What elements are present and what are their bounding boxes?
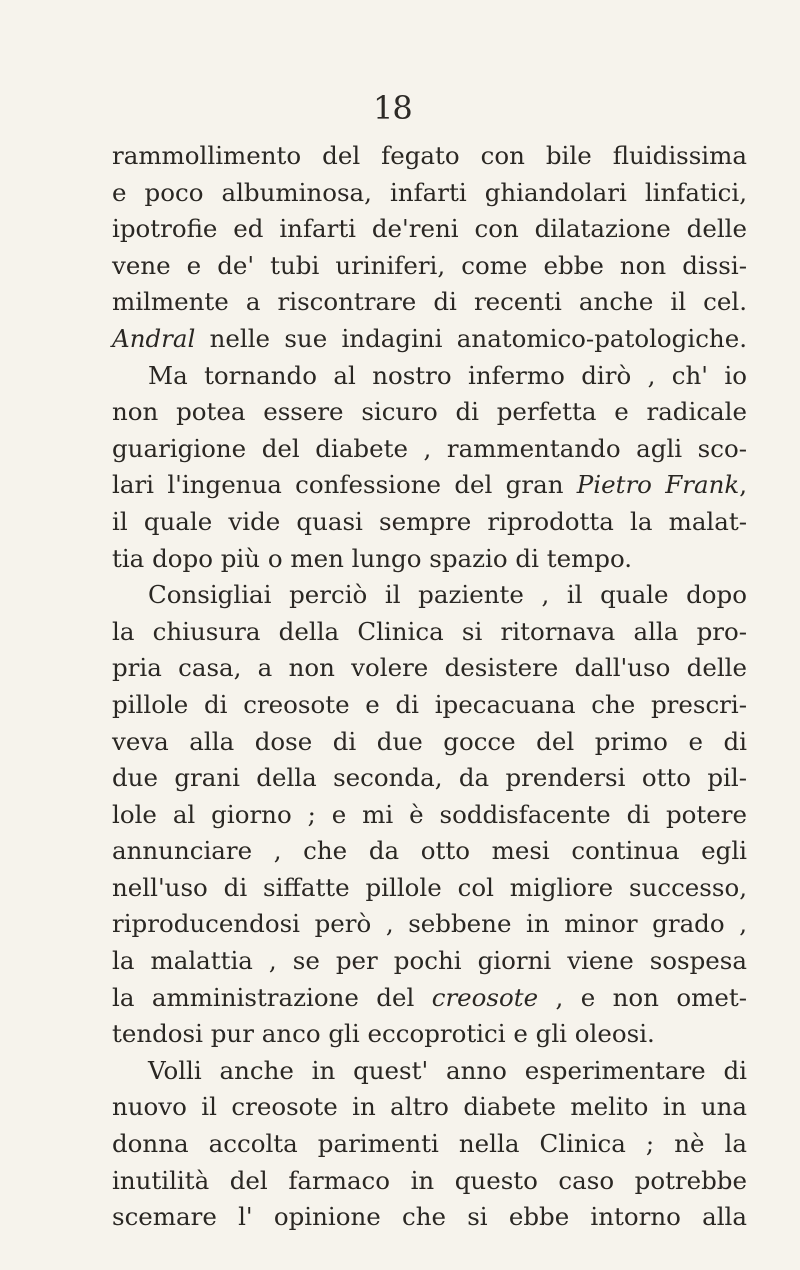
line-text: pillole di creosote e di ipecacuana che prescri- <box>112 689 747 719</box>
text-line <box>112 1163 747 1200</box>
line-text: non potea essere sicuro di perfetta e radicale <box>112 397 747 427</box>
text-line <box>112 724 747 761</box>
line-text: Ma tornando al nostro infermo dirò , ch' io <box>148 360 747 390</box>
text-line <box>112 284 747 321</box>
text-line <box>112 321 747 358</box>
text-line <box>112 577 747 614</box>
text-line <box>112 943 747 980</box>
line-text: lari l'ingenua confessione del gran <box>112 470 577 500</box>
line-text: , <box>739 470 747 500</box>
text-line <box>112 211 747 248</box>
text-line <box>112 614 747 651</box>
text-line <box>112 504 747 541</box>
line-text: il quale vide quasi sempre riprodotta la malat- <box>112 506 747 536</box>
text-line <box>112 175 747 212</box>
text-line <box>112 1016 747 1053</box>
text-line <box>112 541 747 578</box>
line-text: inutilità del farmaco in questo caso potrebbe <box>112 1165 747 1195</box>
line-text: scemare l' opinione che si ebbe intorno alla <box>112 1202 747 1232</box>
line-text: Volli anche in quest' anno esperimentare di <box>148 1055 747 1085</box>
line-text: nuovo il creosote in altro diabete melito in una <box>112 1092 747 1122</box>
text-line <box>112 906 747 943</box>
line-text: tendosi pur anco gli eccoprotici e gli oleosi. <box>112 1019 655 1049</box>
line-text: la chiusura della Clinica si ritornava alla pro- <box>112 616 747 646</box>
text-line <box>112 248 747 285</box>
line-text: rammollimento del fegato con bile fluidissima <box>112 141 747 170</box>
text-line <box>112 833 747 870</box>
line-text: Consigliai perciò il paziente , il quale dopo <box>148 580 747 610</box>
line-text: milmente a riscontrare di recenti anche il cel. <box>112 287 747 317</box>
line-text: riproducendosi però , sebbene in minor grado , <box>112 909 747 939</box>
line-text: ipotrofie ed infarti de'reni con dilatazione delle <box>112 214 747 244</box>
line-text: nell'uso di siffatte pillole col migliore successo, <box>112 872 747 902</box>
italic-text: Andral <box>112 323 196 353</box>
italic-text: Pietro Frank <box>576 470 740 500</box>
line-text: pria casa, a non volere desistere dall'uso delle <box>112 653 747 683</box>
italic-text: creosote <box>431 982 539 1012</box>
line-text: due grani della seconda, da prendersi otto pil- <box>112 763 747 793</box>
text-line <box>112 760 747 797</box>
line-text: veva alla dose di due gocce del primo e di <box>112 726 747 756</box>
line-text: guarigione del diabete , rammentando agli sco- <box>112 433 747 463</box>
text-line <box>112 394 747 431</box>
line-text: lole al giorno ; e mi è soddisfacente di potere <box>112 799 747 829</box>
text-line <box>112 431 747 468</box>
text-line <box>112 467 747 504</box>
text-line <box>112 687 747 724</box>
text-line <box>112 358 747 395</box>
line-text: tia dopo più o men lungo spazio di tempo. <box>112 543 633 573</box>
line-text: , e non omet- <box>538 982 747 1012</box>
text-line <box>112 1199 747 1236</box>
text-line <box>112 1053 747 1090</box>
line-text: e poco albuminosa, infarti ghiandolari linfatici, <box>112 177 747 207</box>
page-number: 18 <box>373 89 412 127</box>
text-line <box>112 797 747 834</box>
text-line <box>112 870 747 907</box>
text-line <box>112 138 747 175</box>
line-text: la amministrazione del <box>112 982 432 1012</box>
text-line <box>112 1126 747 1163</box>
line-text: vene e de' tubi uriniferi, come ebbe non dissi- <box>112 250 747 280</box>
line-text: la malattia , se per pochi giorni viene sospesa <box>112 946 747 976</box>
line-text: nelle sue indagini anatomico-patologiche. <box>195 323 747 353</box>
text-line <box>112 650 747 687</box>
body-text <box>112 138 747 1236</box>
line-text: annunciare , che da otto mesi continua egli <box>112 836 747 866</box>
line-text: donna accolta parimenti nella Clinica ; nè la <box>112 1129 747 1159</box>
text-line <box>112 1089 747 1126</box>
text-line <box>112 980 747 1017</box>
